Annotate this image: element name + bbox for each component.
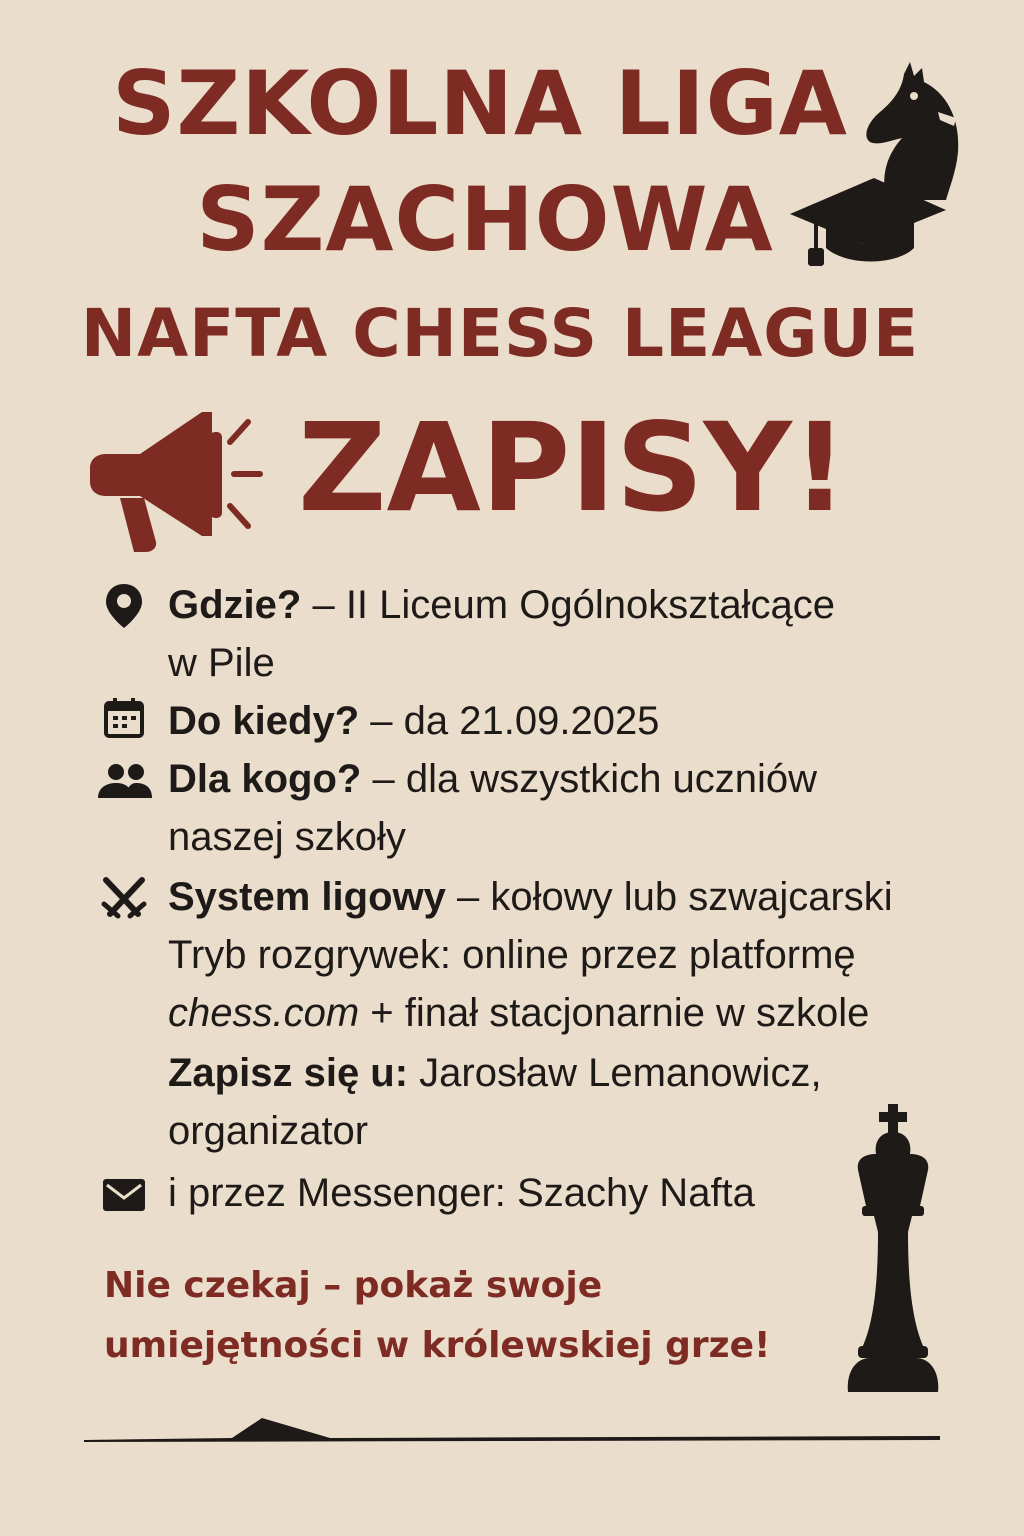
crossed-swords-icon <box>100 876 148 922</box>
envelope-icon <box>102 1178 146 1212</box>
call-to-action <box>104 1256 864 1376</box>
ground-line <box>0 1400 1024 1460</box>
messenger-text: i przez Messenger: Szachy Nafta <box>168 1171 755 1215</box>
system-label: System ligowy <box>168 875 446 919</box>
title-line-1: SZKOLNA LIGA <box>112 52 848 155</box>
title-line-2: SZACHOWA <box>196 168 774 271</box>
info-who <box>168 750 948 808</box>
signup-label: Zapisz się u: <box>168 1051 409 1095</box>
location-pin-icon <box>104 582 144 630</box>
where-label: Gdzie? <box>168 583 302 627</box>
who-text: – dla wszystkich uczniów <box>361 757 818 801</box>
mode-text: Tryb rozgrywek: online przez platformę <box>168 933 856 977</box>
when-text: – da 21.09.2025 <box>359 699 660 743</box>
chess-com-link[interactable]: chess.com <box>168 991 360 1035</box>
where-text: – II Liceum Ogólnokształcące <box>301 583 835 627</box>
headline-zapisy: ZAPISY! <box>298 397 848 539</box>
info-system <box>168 868 948 926</box>
cta-line-1: Nie czekaj – pokaż swoje <box>104 1265 603 1306</box>
info-where <box>168 576 948 634</box>
people-icon <box>96 762 154 800</box>
when-label: Do kiedy? <box>168 699 360 743</box>
subtitle: NAFTA CHESS LEAGUE <box>80 295 920 372</box>
mode-text-2: + finał stacjonarnie w szkole <box>359 991 870 1035</box>
calendar-icon <box>103 697 145 739</box>
graduation-cap-icon <box>786 170 950 270</box>
who-label: Dla kogo? <box>168 757 362 801</box>
megaphone-icon <box>84 402 280 562</box>
who-text-line-2: naszej szkoły <box>168 815 406 859</box>
signup-text: Jarosław Lemanowicz, <box>408 1051 822 1095</box>
info-signup <box>168 1044 948 1102</box>
signup-role: organizator <box>168 1109 369 1153</box>
cta-line-2: umiejętności w królewskiej grze! <box>104 1325 771 1366</box>
info-when <box>168 692 948 750</box>
info-mode-line-2 <box>168 984 948 1042</box>
where-text-line-2: w Pile <box>168 641 275 685</box>
system-text: – kołowy lub szwajcarski <box>445 875 893 919</box>
